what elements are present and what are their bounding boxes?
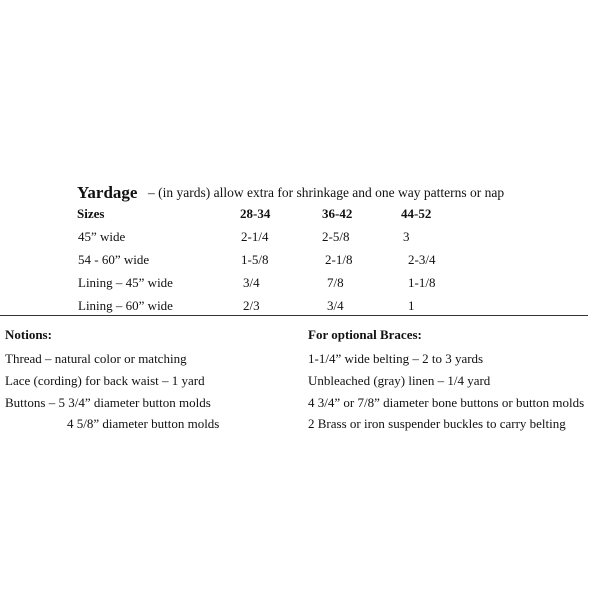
braces-heading: For optional Braces: bbox=[308, 327, 422, 342]
row-value: 1-5/8 bbox=[241, 252, 269, 267]
notions-item: Buttons – 5 3/4” diameter button molds bbox=[5, 395, 211, 410]
row-label: 54 - 60” wide bbox=[78, 252, 150, 267]
notions-item: Thread – natural color or matching bbox=[5, 351, 187, 366]
divider bbox=[0, 315, 588, 316]
row-value: 1-1/8 bbox=[408, 275, 436, 290]
row-label: 45” wide bbox=[78, 229, 126, 244]
yardage-title: Yardage bbox=[77, 183, 138, 202]
header-36-42: 36-42 bbox=[322, 206, 353, 221]
header-44-52: 44-52 bbox=[401, 206, 432, 221]
row-value: 2-1/8 bbox=[325, 252, 353, 267]
notions-item: Lace (cording) for back waist – 1 yard bbox=[5, 373, 205, 388]
row-label: Lining – 60” wide bbox=[78, 298, 173, 313]
notions-heading: Notions: bbox=[5, 327, 52, 342]
braces-item: 4 3/4” or 7/8” diameter bone buttons or button molds bbox=[308, 395, 585, 410]
yardage-subtitle: – (in yards) allow extra for shrinkage and one way patterns or nap bbox=[148, 185, 505, 200]
braces-item: Unbleached (gray) linen – 1/4 yard bbox=[308, 373, 491, 388]
row-value: 2/3 bbox=[243, 298, 260, 313]
row-value: 2-5/8 bbox=[322, 229, 350, 244]
notions-item: 4 5/8” diameter button molds bbox=[67, 416, 220, 431]
braces-item: 1-1/4” wide belting – 2 to 3 yards bbox=[308, 351, 484, 366]
header-sizes: Sizes bbox=[77, 206, 105, 221]
row-value: 1 bbox=[408, 298, 415, 313]
row-value: 3 bbox=[403, 229, 410, 244]
row-value: 3/4 bbox=[327, 298, 344, 313]
row-value: 2-1/4 bbox=[241, 229, 269, 244]
row-value: 7/8 bbox=[327, 275, 344, 290]
row-value: 2-3/4 bbox=[408, 252, 436, 267]
row-label: Lining – 45” wide bbox=[78, 275, 173, 290]
braces-item: 2 Brass or iron suspender buckles to carry belting bbox=[308, 416, 566, 431]
header-28-34: 28-34 bbox=[240, 206, 271, 221]
row-value: 3/4 bbox=[243, 275, 260, 290]
